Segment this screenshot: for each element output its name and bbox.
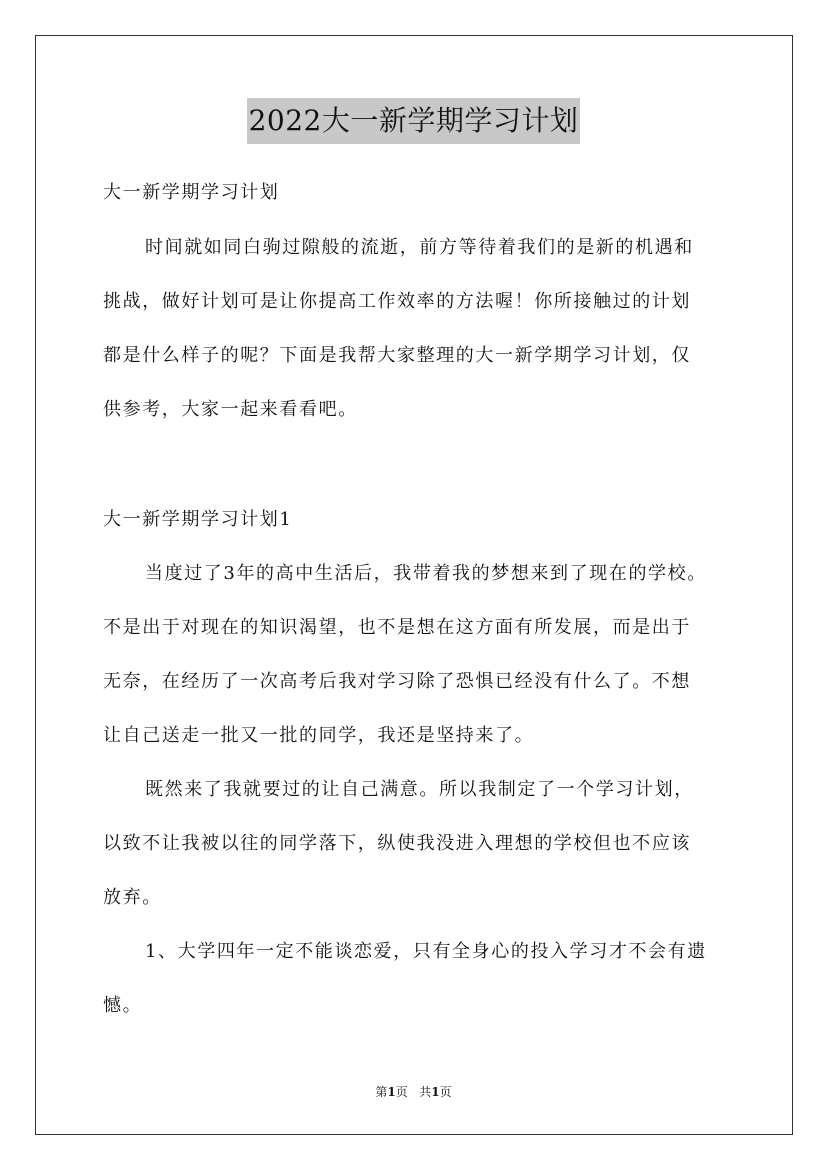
page-footer [0,1084,827,1100]
document-title: 2022大一新学期学习计划 [247,98,581,144]
page-prefix: 第 [375,1085,388,1099]
paragraph-line: 当度过了3年的高中生活后，我带着我的梦想来到了现在的学校。 [145,563,707,584]
total-pages: 1 [431,1085,440,1099]
title-container [0,98,827,144]
paragraph-line: 既然来了我就要过的让自己满意。所以我制定了一个学习计划， [145,779,694,800]
paragraph-line: 供参考，大家一起来看看吧。 [103,399,358,420]
page-unit: 页 [395,1085,408,1099]
section-heading: 大一新学期学习计划1 [103,509,293,530]
paragraph-line: 以致不让我被以往的同学落下，纵使我没进入理想的学校但也不应该 [103,833,691,854]
list-item-line: 1、大学四年一定不能谈恋爱，只有全身心的投入学习才不会有遗 [145,941,707,962]
list-item-line: 憾。 [103,995,143,1016]
paragraph-line: 都是什么样子的呢？下面是我帮大家整理的大一新学期学习计划，仅 [103,345,691,366]
paragraph-line: 时间就如同白驹过隙般的流逝，前方等待着我们的是新的机遇和 [145,237,694,258]
intro-heading: 大一新学期学习计划 [103,182,280,203]
page-number: 1 [387,1085,396,1099]
paragraph-line: 不是出于对现在的知识渴望，也不是想在这方面有所发展，而是出于 [103,617,691,638]
paragraph-line: 无奈，在经历了一次高考后我对学习除了恐惧已经没有什么了。不想 [103,671,691,692]
paragraph-line: 让自己送走一批又一批的同学，我还是坚持来了。 [103,725,535,746]
total-unit: 页 [439,1085,452,1099]
paragraph-line: 挑战，做好计划可是让你提高工作效率的方法喔！你所接触过的计划 [103,291,691,312]
total-prefix: 共 [419,1085,432,1099]
paragraph-line: 放弃。 [103,887,162,908]
